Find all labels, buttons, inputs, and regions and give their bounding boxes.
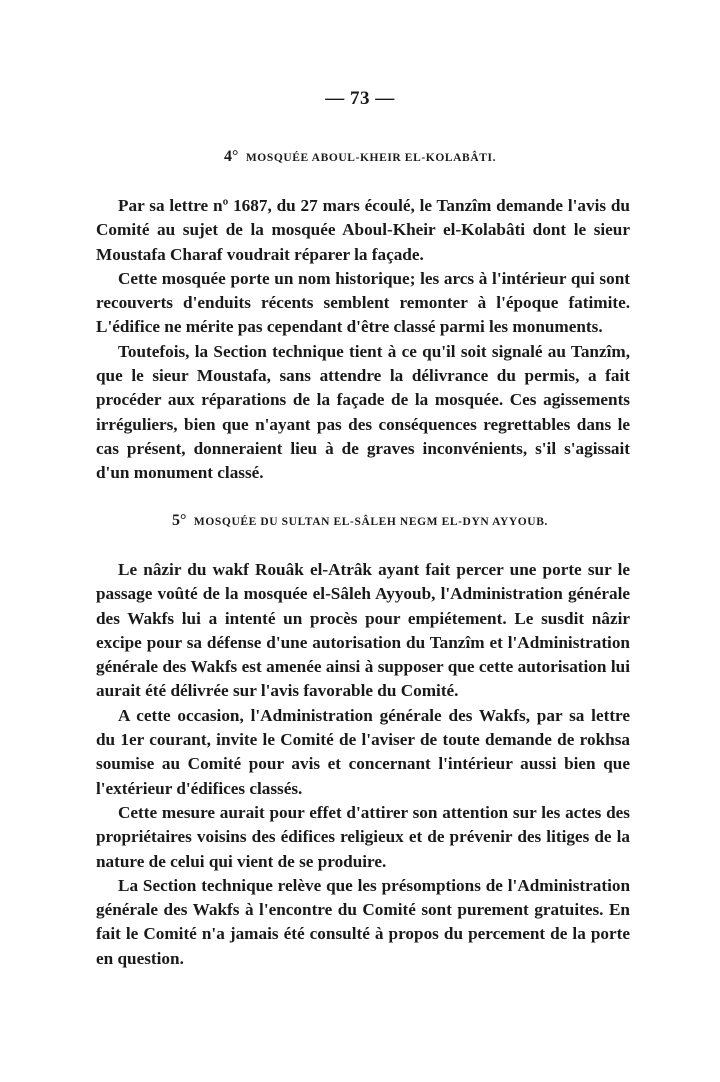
paragraph: Toutefois, la Section technique tient à ce qu'il soit signalé au Tanzîm, que le sieur Moustafa, sans attendre la délivrance du permis, a fait procéder aux réparations de la façade de la mosquée. Ces agissements irréguliers, bien que n'ayant pas des conséquences regrettables dans le cas présent, donneraient lieu à de graves inconvénients, s'il s'agissait d'un monument classé. [96, 341, 630, 483]
paragraph: Cette mosquée porte un nom historique; les arcs à l'intérieur qui sont recouverts d'enduits récents semblent remonter à l'époque fatimite. L'édifice ne mérite pas cependant d'être classé parmi les monuments. [96, 268, 630, 337]
section-number: 4° [223, 148, 239, 165]
paragraph: Le nâzir du wakf Rouâk el-Atrâk ayant fait percer une porte sur le passage voûté de la mosquée el-Sâleh Ayyoub, l'Administration générale des Wakfs lui a intenté un procès pour empiétement. Le susdit nâzir excipe pour sa défense d'une autorisation du Tanzîm et l'Administration générale des Wakfs est amenée ainsi à supposer que cette autorisation lui aurait été délivrée sur l'avis favorable du Comité. [96, 560, 630, 701]
paragraph: Cette mesure aurait pour effet d'attirer son attention sur les actes des propriétaires voisins des édifices religieux et de prévenir des litiges de la nature de celui qui vient de se produire. [96, 802, 630, 871]
paragraph: La Section technique relève que les présomptions de l'Administration générale des Wakfs à l'encontre du Comité sont purement gratuites. En fait le Comité n'a jamais été consulté à propos du percement de la porte en question. [96, 875, 630, 968]
section-title: MOSQUÉE DU SULTAN EL-SÂLEH NEGM EL-DYN AYYOUB. [193, 516, 548, 528]
section-number: 5° [172, 512, 187, 529]
page-number: — 73 — [325, 88, 395, 109]
section-title: MOSQUÉE ABOUL-KHEIR EL-KOLABÂTI. [245, 152, 497, 164]
paragraph: Par sa lettre nº 1687, du 27 mars écoulé, le Tanzîm demande l'avis du Comité au sujet de la mosquée Aboul-Kheir el-Kolabâti dont le sieur Moustafa Charaf voudrait réparer la façade. [96, 196, 630, 264]
paragraph: A cette occasion, l'Administration générale des Wakfs, par sa lettre du 1er courant, invite le Comité de l'aviser de toute demande de rokhsa soumise au Comité pour avis et concernant l'intérieur aussi bien que l'extérieur d'édifices classés. [96, 705, 630, 798]
section-heading-4 [0, 148, 720, 166]
section-body-5 [96, 558, 630, 971]
section-body-4 [96, 194, 630, 486]
section-heading-5 [0, 512, 720, 530]
